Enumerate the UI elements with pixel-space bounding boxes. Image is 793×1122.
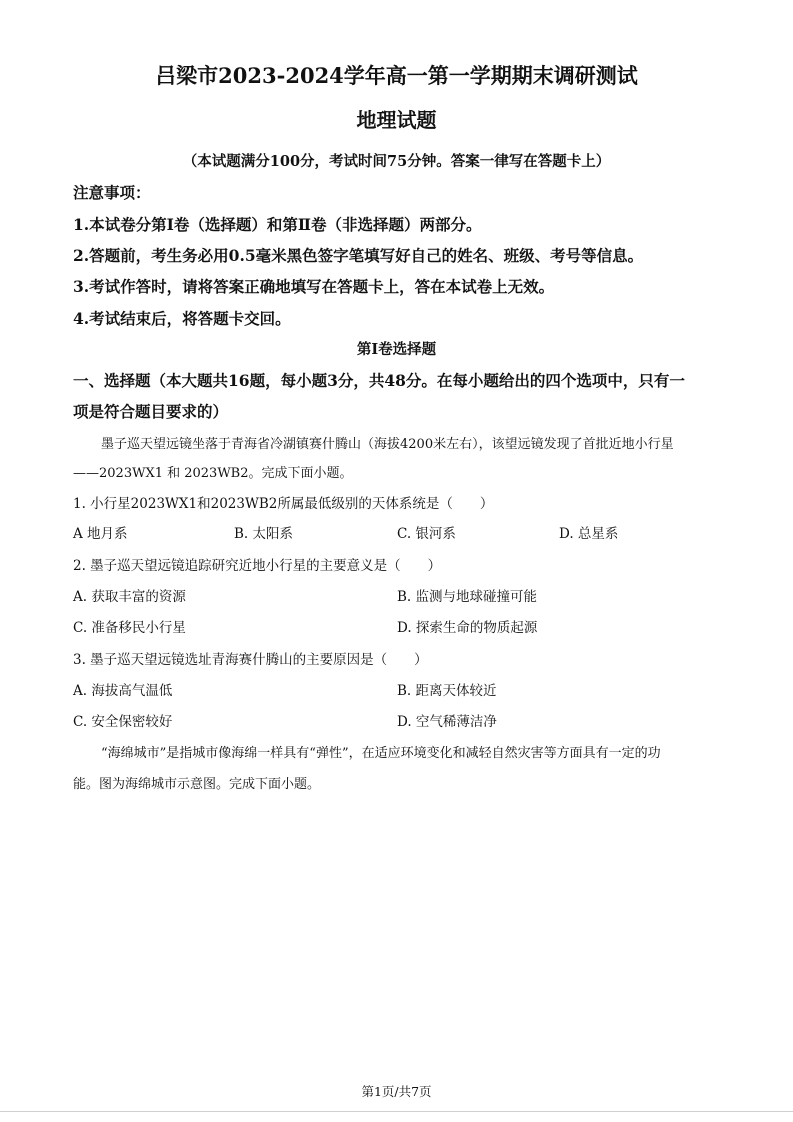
exam-title: 吕梁市2023-2024学年高一第一学期期末调研测试 <box>155 63 638 88</box>
question-2-option-a: A. 获取丰富的资源 <box>73 589 186 605</box>
question-3-option-a: A. 海拔高气温低 <box>73 683 173 699</box>
passage-2: “海绵城市”是指城市像海绵一样具有“弹性”，在适应环境变化和减轻自然灾害等方面具有一定的功 <box>101 746 661 761</box>
question-3-option-d: D. 空气稀薄洁净 <box>397 714 497 730</box>
instruction-item: 1.本试卷分第Ⅰ卷（选择题）和第Ⅱ卷（非选择题）两部分。 <box>73 215 482 234</box>
question-2-stem: 2. 墨子巡天望远镜追踪研究近地小行星的主要意义是（ ） <box>73 558 442 574</box>
page-number: 第1页/共7页 <box>361 1084 432 1099</box>
question-3-option-b: B. 距离天体较近 <box>397 683 497 699</box>
question-1-stem: 1. 小行星2023WX1和2023WB2所属最低级别的天体系统是（ ） <box>73 496 494 512</box>
question-1-option-a: A 地月系 <box>73 526 128 542</box>
instruction-item: 3.考试作答时，请将答案正确地填写在答题卡上，答在本试卷上无效。 <box>73 277 555 296</box>
question-1-option-d: D. 总星系 <box>559 526 619 542</box>
question-2-option-d: D. 探索生命的物质起源 <box>397 620 538 636</box>
question-2-option-b: B. 监测与地球碰撞可能 <box>397 589 538 605</box>
bottom-divider <box>0 1111 793 1112</box>
instruction-item: 2.答题前，考生务必用0.5毫米黑色签字笔填写好自己的姓名、班级、考号等信息。 <box>73 246 644 265</box>
exam-note: （本试题满分100分，考试时间75分钟。答案一律写在答题卡上） <box>182 153 611 170</box>
question-2-option-c: C. 准备移民小行星 <box>73 620 186 636</box>
instructions-heading: 注意事项： <box>73 183 151 202</box>
question-3-option-c: C. 安全保密较好 <box>73 714 173 730</box>
exam-subject: 地理试题 <box>356 108 437 132</box>
question-3-stem: 3. 墨子巡天望远镜选址青海赛什腾山的主要原因是（ ） <box>73 652 428 668</box>
passage-2-continued: 能。图为海绵城市示意图。完成下面小题。 <box>73 777 321 792</box>
part-title-continued: 项是符合题目要求的） <box>73 402 229 421</box>
question-1-option-b: B. 太阳系 <box>234 526 294 542</box>
passage-1-continued: ——2023WX1 和 2023WB2。完成下面小题。 <box>73 466 353 481</box>
passage-1: 墨子巡天望远镜坐落于青海省冷湖镇赛什腾山（海拔4200米左右），该望远镜发现了首批近地小行星 <box>101 437 674 452</box>
instruction-item: 4.考试结束后，将答题卡交回。 <box>73 309 291 328</box>
question-1-option-c: C. 银河系 <box>397 526 456 542</box>
part-title: 一、选择题（本大题共16题，每小题3分，共48分。在每小题给出的四个选项中，只有一 <box>73 371 685 390</box>
section-heading: 第Ⅰ卷选择题 <box>356 341 437 358</box>
